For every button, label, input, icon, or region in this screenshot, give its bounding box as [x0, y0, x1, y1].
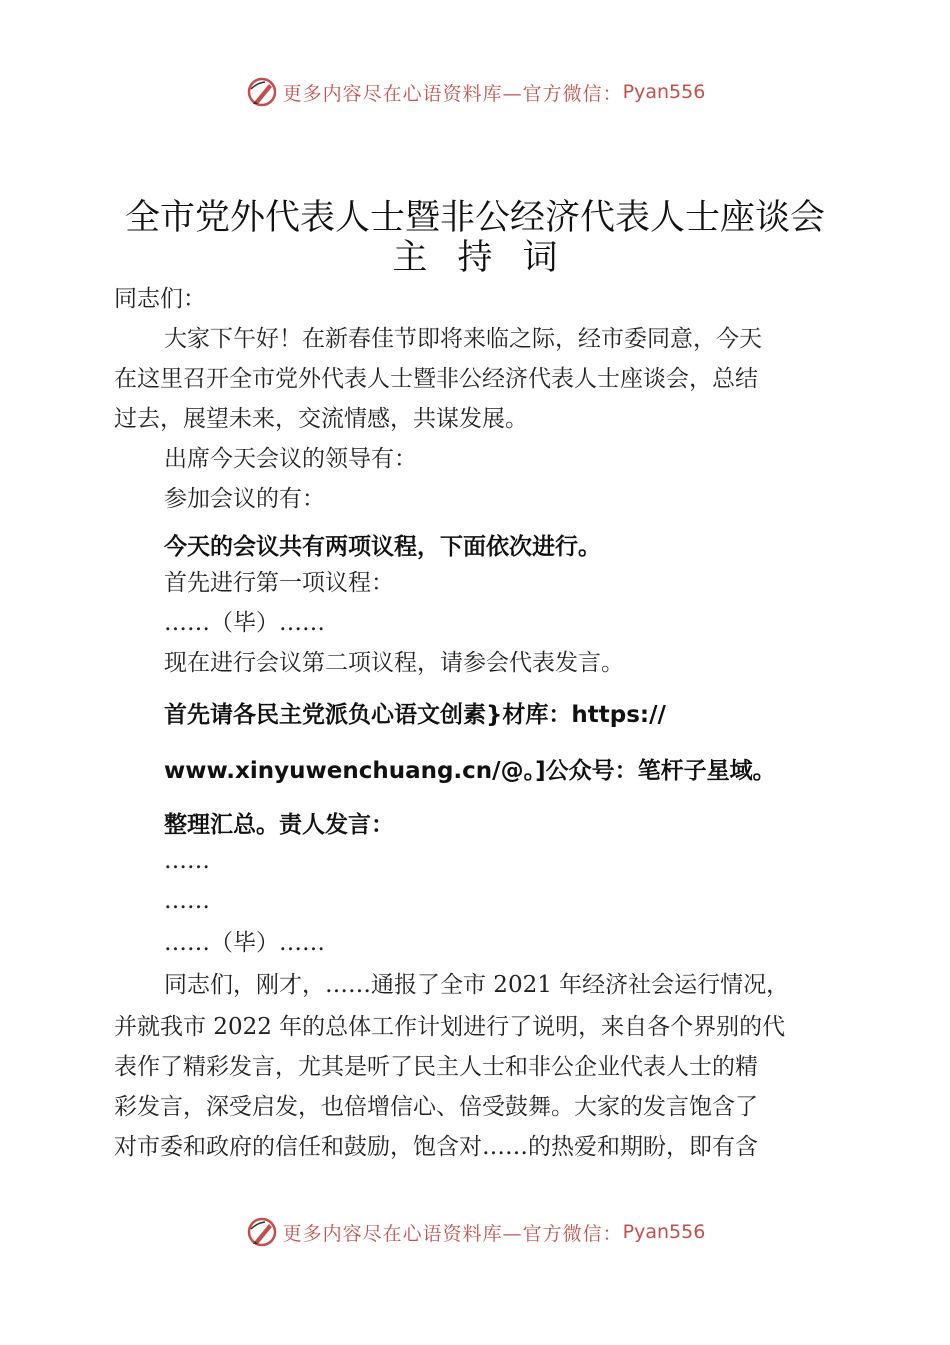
- watermark-line: 首先请各民主党派负心语文创素}材库：https://: [164, 702, 666, 728]
- header-brand-id: Pyan556: [622, 81, 706, 103]
- footer-brand-text: 更多内容尽在心语资料库—官方微信：: [282, 1222, 623, 1245]
- paragraph-line: 在这里召开全市党外代表人士暨非公经济代表人士座谈会，总结: [114, 366, 758, 392]
- paragraph-line: 过去，展望未来，交流情感，共谋发展。: [114, 406, 528, 432]
- paragraph-line: 大家下午好！在新春佳节即将来临之际，经市委同意，今天: [164, 326, 762, 352]
- paragraph-line: 出席今天会议的领导有：: [164, 446, 417, 472]
- pen-logo-icon: [245, 75, 279, 109]
- document-subtitle: 主持词: [392, 238, 588, 278]
- paragraph-line: 现在进行会议第二项议程，请参会代表发言。: [164, 650, 624, 676]
- paragraph-line: 参加会议的有：: [164, 486, 325, 512]
- footer-watermark: [0, 1212, 950, 1252]
- agenda-announcement: 今天的会议共有两项议程，下面依次进行。: [164, 534, 601, 560]
- paragraph-line: 首先进行第一项议程：: [164, 570, 394, 596]
- paragraph-line: ……（毕）……: [164, 610, 325, 636]
- watermark-line: 整理汇总。责人发言：: [164, 812, 394, 838]
- paragraph-line: 表作了精彩发言，尤其是听了民主人士和非公企业代表人士的精: [114, 1054, 758, 1080]
- salutation: 同志们：: [114, 286, 206, 312]
- paragraph-line: 同志们，刚才，……通报了全市 2021 年经济社会运行情况，: [164, 972, 790, 998]
- watermark-line: www.xinyuwenchuang.cn/@。]公众号：笔杆子星域。: [164, 758, 776, 784]
- paragraph-line: 彩发言，深受启发，也倍增信心、倍受鼓舞。大家的发言饱含了: [114, 1094, 758, 1120]
- pen-logo-icon: [245, 1215, 279, 1249]
- paragraph-line: ……（毕）……: [164, 930, 325, 956]
- footer-brand-id: Pyan556: [622, 1221, 706, 1243]
- header-brand-text: 更多内容尽在心语资料库—官方微信：: [282, 82, 623, 105]
- paragraph-line: 对市委和政府的信任和鼓励，饱含对……的热爱和期盼，即有含: [114, 1134, 758, 1160]
- paragraph-line: ……: [164, 888, 210, 914]
- paragraph-line: ……: [164, 848, 210, 874]
- header-watermark: [0, 72, 950, 112]
- document-title: 全市党外代表人士暨非公经济代表人士座谈会: [124, 198, 825, 238]
- paragraph-line: 并就我市 2022 年的总体工作计划进行了说明，来自各个界别的代: [114, 1014, 786, 1040]
